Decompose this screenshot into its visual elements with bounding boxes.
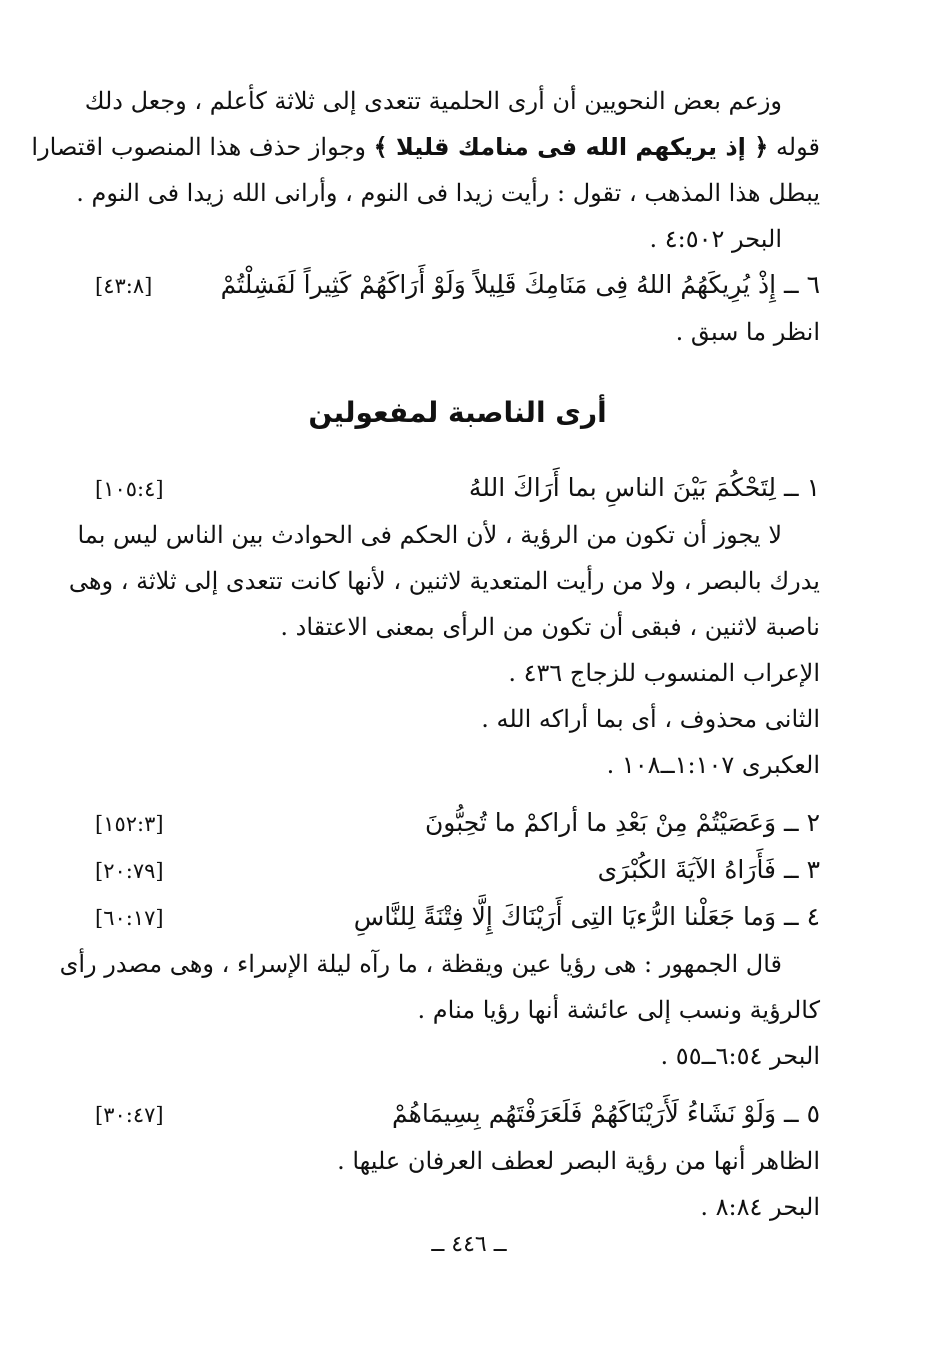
section-title: أرى الناصبة لمفعولين (308, 396, 607, 429)
verse-text: ٥ ــ وَلَوْ نَشَاءُ لَأَرَيْنَاكَهُمْ فَلَعَرَفْتَهُم بِسِيمَاهُمْ (392, 1099, 820, 1128)
source-citation: العكبرى ١:١٠٧ــ١٠٨ . (606, 751, 820, 779)
verse-row (95, 262, 820, 309)
source-citation: البحر ٤:٥٠٢ . (649, 225, 782, 253)
verse-text: ٤ ــ وَما جَعَلْنا الرُّءيَا التِى أَرَيْنَاكَ إِلَّا فِتْنَةً لِلنَّاسِ (353, 902, 820, 931)
page-body (31, 78, 820, 1230)
verse-row (95, 465, 820, 512)
verse-reference: [٢٠:٧٩] (95, 859, 164, 883)
text-line: قال الجمهور : هى رؤيا عين ويقظة ، ما رآه ليلة الإسراء ، وهى مصدر رأى (59, 950, 782, 978)
verse-reference: [٣٠:٤٧] (95, 1103, 164, 1127)
verse-row (95, 847, 820, 894)
verse-text: ٢ ــ وَعَصَيْتُمْ مِنْ بَعْدِ ما أراكمْ ما تُحِبُّونَ (424, 808, 820, 837)
verse-row (95, 894, 820, 941)
verse-reference: [١٠٥:٤] (95, 477, 164, 501)
verse-text: ١ ــ لِتَحْكُمَ بَيْنَ الناسِ بما أَرَاكَ اللهُ (468, 473, 820, 502)
page-number: ــ ٤٤٦ ــ (431, 1232, 507, 1257)
verse-reference: [٤٣:٨] (95, 274, 153, 298)
text-line: يدرك بالبصر ، ولا من رأيت المتعدية لاثنين ، لأنها كانت تتعدى إلى ثلاثة ، وهى (68, 567, 820, 595)
source-citation: البحر ٦:٥٤ــ٥٥ . (660, 1042, 820, 1070)
verse-reference: [١٥٢:٣] (95, 812, 164, 836)
verse-text: ٣ ــ فَأَرَاهُ الآيَةَ الكُبْرَى (597, 855, 820, 884)
text-line: الظاهر أنها من رؤية البصر لعطف العرفان عليها . (337, 1147, 820, 1175)
source-citation: البحر ٨:٨٤ . (700, 1193, 820, 1221)
verse-text: ٦ ــ إِذْ يُرِيكَهُمُ اللهُ فِى مَنَامِكَ قَلِيلاً وَلَوْ أَرَاكَهُمْ كَثِيراً لَفَشِلْتُمْ (220, 270, 820, 299)
text-line: وزعم بعض النحويين أن أرى الحلمية تتعدى إلى ثلاثة كأعلم ، وجعل دلك (84, 87, 782, 115)
text-line: ناصبة لاثنين ، فبقى أن تكون من الرأى بمعنى الاعتقاد . (280, 613, 820, 641)
quran-quote: ﴿ إذ يريكهم الله فى منامك قليلا ﴾ (373, 133, 769, 161)
text-line: انظر ما سبق . (675, 318, 820, 346)
source-citation: الإعراب المنسوب للزجاج ٤٣٦ . (508, 659, 820, 687)
verse-row (95, 1091, 820, 1138)
verse-row (95, 800, 820, 847)
text-fragment: وجواز حذف هذا المنصوب اقتصارا (31, 133, 366, 161)
text-line: لا يجوز أن تكون من الرؤية ، لأن الحكم فى الحوادث بين الناس ليس بما (77, 521, 782, 549)
verse-reference: [٦٠:١٧] (95, 906, 164, 930)
text-fragment: قوله (775, 133, 820, 161)
text-line: يبطل هذا المذهب ، تقول : رأيت زيدا فى النوم ، وأرانى الله زيدا فى النوم . (76, 179, 820, 207)
text-line (31, 124, 820, 170)
text-line: الثانى محذوف ، أى بما أراكه الله . (481, 705, 820, 733)
text-line: كالرؤية ونسب إلى عائشة أنها رؤيا منام . (417, 996, 820, 1024)
